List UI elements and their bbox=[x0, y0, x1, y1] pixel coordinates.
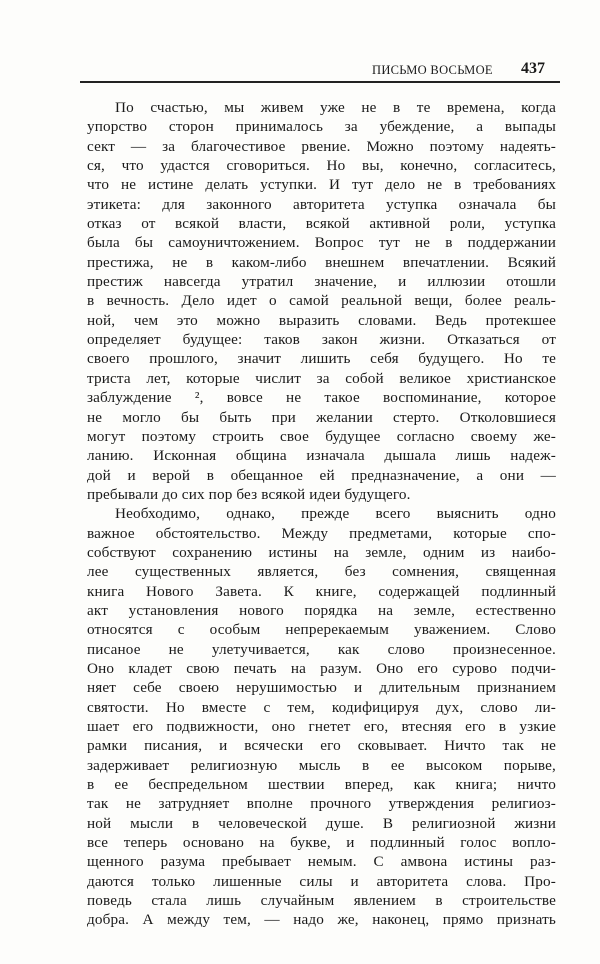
text-line: заблуждение ², вовсе не такое воспоминание, которое bbox=[87, 389, 556, 407]
text-line: триста лет, которые числит за собой великое христианское bbox=[87, 369, 556, 387]
text-line: щенного разума пребывает немым. С амвона истины раз- bbox=[87, 853, 556, 871]
page-number: 437 bbox=[521, 60, 545, 77]
text-line: этикета: для законного авторитета уступка означала бы bbox=[87, 195, 556, 213]
text-line: даются только лишенные силы и авторитета слова. Про- bbox=[87, 872, 556, 890]
text-line: важное обстоятельство. Между предметами, которые спо- bbox=[87, 524, 556, 542]
text-line: шает его подвижности, оно гнетет его, втесняя его в узкие bbox=[87, 718, 556, 735]
text-line: в ее беспредельном шествии вперед, как книга; ничто bbox=[87, 776, 556, 794]
text-line: определяет будущее: таков закон жизни. Отказаться от bbox=[87, 331, 556, 349]
page-body bbox=[87, 98, 556, 930]
text-line: своего прошлого, значит лишить себя будущего. Но те bbox=[87, 350, 556, 368]
text-line: ной мысли в человеческой душе. В религиозной жизни bbox=[87, 814, 556, 832]
text-line: относятся с особым непререкаемым уважением. Слово bbox=[87, 621, 556, 639]
text-line: святости. Но вместе с тем, кодифицируя дух, слово ли- bbox=[87, 698, 556, 716]
text-line: престижа, не в каком-либо внешнем впечатлении. Всякий bbox=[87, 253, 556, 271]
running-title: ПИСЬМО ВОСЬМОЕ bbox=[372, 63, 493, 77]
text-line: дой и верой в обещанное ей предназначение, а они — bbox=[87, 466, 556, 484]
text-line: поведь стала лишь случайным явлением в строительстве bbox=[87, 892, 556, 910]
text-line: рамки писания, и всячески его сковывает. Ничто так не bbox=[87, 737, 556, 755]
paragraph bbox=[87, 504, 556, 930]
text-line: Оно кладет свою печать на разум. Оно его сурово подчи- bbox=[87, 659, 556, 677]
text-line: упорство сторон принималось за убеждение, а выпады bbox=[87, 118, 556, 136]
paragraph bbox=[87, 98, 556, 504]
text-line: книга Нового Завета. К книге, содержащей подлинный bbox=[87, 582, 556, 600]
text-line: ланию. Исконная община изначала дышала лишь надеж- bbox=[87, 447, 556, 465]
text-line: добра. А между тем, — надо же, наконец, прямо признать bbox=[87, 911, 556, 929]
text-line: не могло бы быть при желании стерто. Отколовшиеся bbox=[87, 408, 556, 426]
text-line: собствуют сохранению истины на земле, одним из наибо- bbox=[87, 543, 556, 561]
text-line: престиж навсегда утратил значение, и иллюзии отошли bbox=[87, 273, 556, 291]
text-line: пребывали до сих пор без всякой идеи будущего. bbox=[87, 485, 411, 503]
text-line: так не затрудняет вполне прочного утверждения религиоз- bbox=[87, 795, 556, 813]
text-line: акт установления нового порядка на земле, естественно bbox=[87, 601, 556, 619]
text-line: отказ от всякой власти, всякой активной роли, уступка bbox=[87, 215, 556, 233]
text-line: была бы самоуничтожением. Вопрос тут не в поддержании bbox=[87, 234, 556, 252]
header-rule bbox=[80, 81, 560, 83]
text-line: задерживает религиозную мысль в ее высоком порыве, bbox=[87, 756, 556, 774]
text-line: сект — за благочестивое рвение. Можно поэтому надеять- bbox=[87, 137, 556, 155]
text-line: ся, что удастся сговориться. Но вы, конечно, согласитесь, bbox=[87, 157, 556, 175]
text-line: могут поэтому строить свое будущее согласно своему же- bbox=[87, 427, 556, 445]
text-line: ной, чем это можно выразить словами. Ведь протекшее bbox=[87, 311, 556, 329]
text-line: что не истине делать уступки. И тут дело не в требованиях bbox=[87, 176, 556, 194]
text-line: Необходимо, однако, прежде всего выяснить одно bbox=[115, 505, 556, 523]
text-line: По счастью, мы живем уже не в те времена, когда bbox=[115, 99, 556, 116]
text-line: все теперь основано на букве, и подлинный голос вопло- bbox=[87, 834, 556, 852]
text-line: писаное не улетучивается, как слово произнесенное. bbox=[87, 640, 556, 658]
text-line: лее существенных является, без сомнения, священная bbox=[87, 563, 556, 581]
text-line: в вечность. Дело идет о самой реальной вещи, более реаль- bbox=[87, 292, 556, 310]
text-line: няет себе своею нерушимостью и длительным признанием bbox=[87, 679, 556, 697]
